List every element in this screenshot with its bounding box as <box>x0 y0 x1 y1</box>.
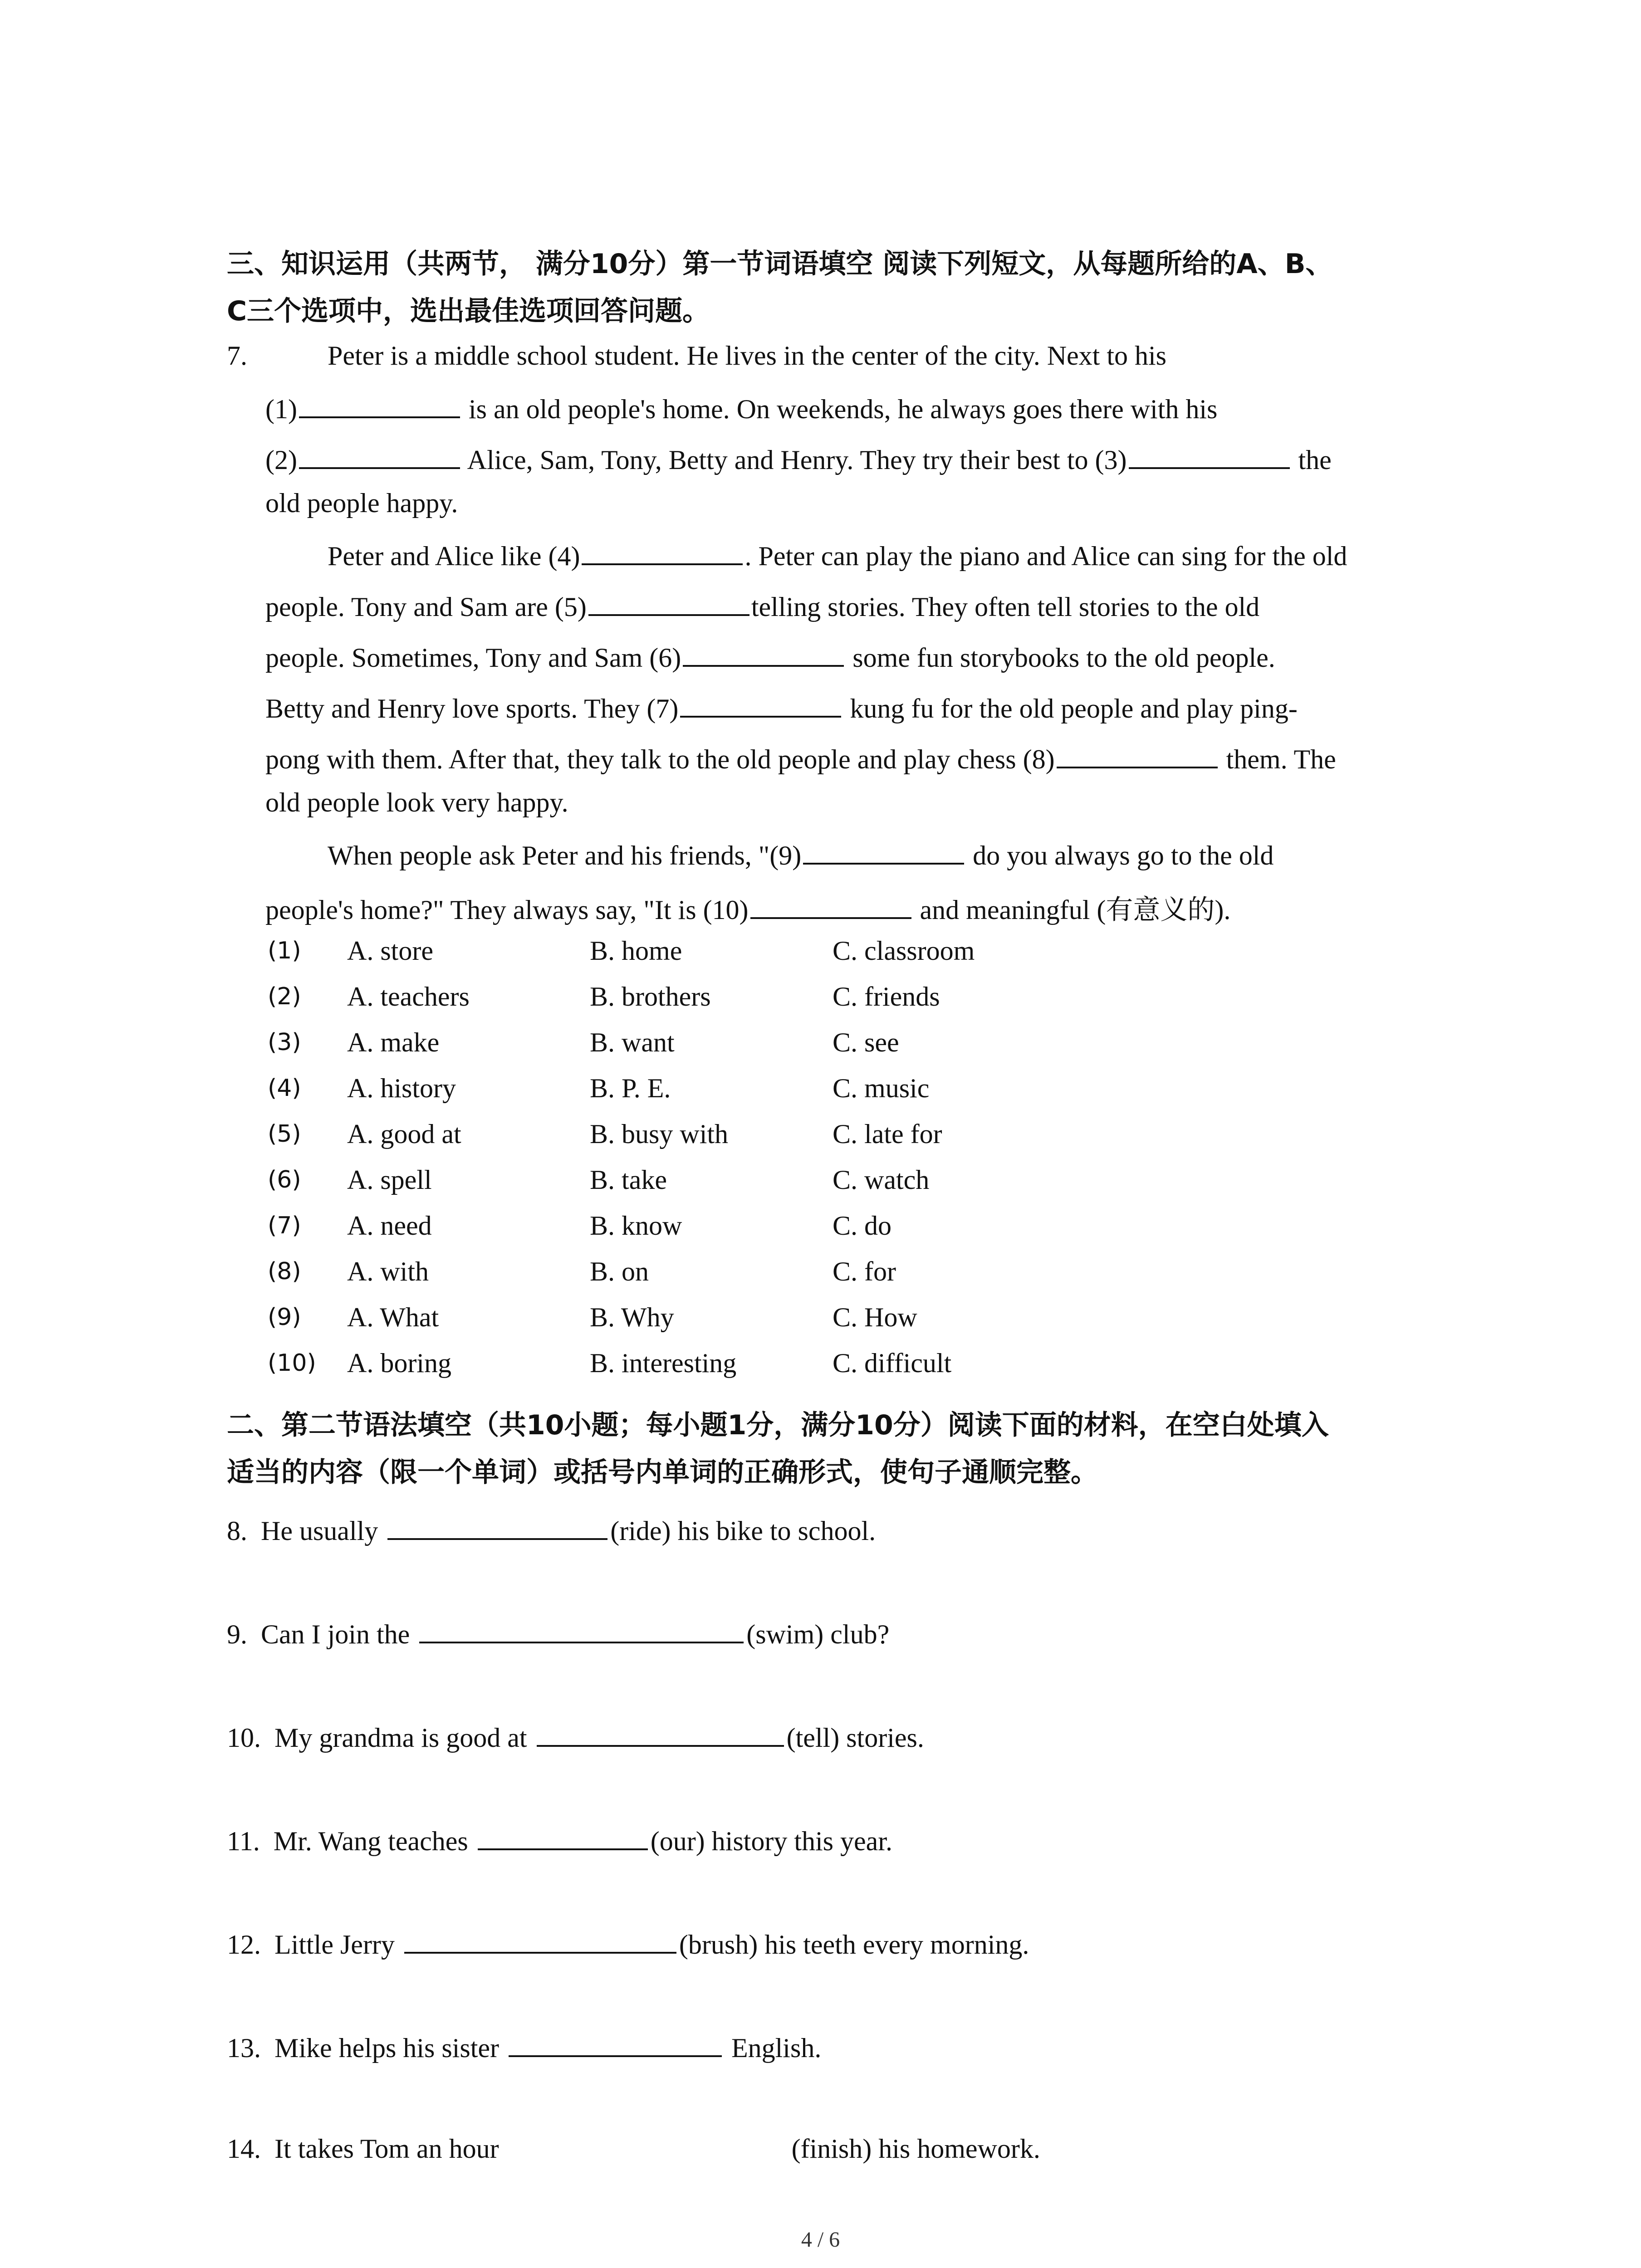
question-text-before: Can I join the <box>261 1619 410 1649</box>
section2-heading <box>227 1402 1452 1496</box>
question-text-after: (finish) his homework. <box>791 2134 1040 2164</box>
option-a[interactable]: A. good at <box>347 1119 461 1149</box>
blank-3[interactable] <box>1129 442 1290 469</box>
option-b[interactable]: B. interesting <box>590 1348 737 1378</box>
question-number: 10. <box>227 1723 261 1753</box>
grammar-question-12 <box>227 1926 1029 1960</box>
answer-blank[interactable] <box>419 1616 744 1643</box>
option-number: (10) <box>268 1349 316 1377</box>
page-number: 4 / 6 <box>801 2228 840 2252</box>
option-number: (8) <box>268 1258 301 1285</box>
option-number: (3) <box>268 1029 301 1056</box>
q7-line-3: (2) Alice, Sam, Tony, Betty and Henry. They try their best to (3) the <box>265 442 1332 476</box>
option-number: (1) <box>268 937 301 964</box>
question-number: 11. <box>227 1826 260 1856</box>
option-number: (9) <box>268 1304 301 1331</box>
question-number: 14. <box>227 2134 261 2164</box>
option-c[interactable]: C. friends <box>833 982 940 1012</box>
blank-5[interactable] <box>588 589 749 616</box>
option-a[interactable]: A. make <box>347 1027 440 1057</box>
option-b[interactable]: B. P. E. <box>590 1073 671 1103</box>
option-a[interactable]: A. with <box>347 1256 429 1286</box>
question-text-before: It takes Tom an hour <box>274 2134 499 2164</box>
blank-6[interactable] <box>683 640 844 667</box>
option-b[interactable]: B. busy with <box>590 1119 729 1149</box>
question-number: 13. <box>227 2033 261 2063</box>
option-number: (7) <box>268 1212 301 1239</box>
question-text-after: (brush) his teeth every morning. <box>679 1930 1029 1960</box>
q7-line-12: people's home?" They always say, "It is (10) and meaningful (有意义的). <box>265 888 1230 927</box>
blank-7[interactable] <box>680 690 841 718</box>
option-c[interactable]: C. difficult <box>833 1348 952 1378</box>
q7-line-11: When people ask Peter and his friends, "(9) do you always go to the old <box>328 837 1274 871</box>
option-c[interactable]: C. late for <box>833 1119 942 1149</box>
grammar-question-11 <box>227 1823 892 1857</box>
grammar-question-10 <box>227 1720 924 1754</box>
q7-line-10: old people look very happy. <box>265 787 568 817</box>
blank-4[interactable] <box>582 538 743 565</box>
question-text-before: My grandma is good at <box>274 1723 527 1753</box>
question-text-before: Mr. Wang teaches <box>273 1826 468 1856</box>
option-b[interactable]: B. Why <box>590 1302 674 1332</box>
q7-line-1: Peter is a middle school student. He lives in the center of the city. Next to his <box>328 341 1167 371</box>
option-c[interactable]: C. How <box>833 1302 917 1332</box>
question-text-after: (swim) club? <box>746 1619 890 1649</box>
option-c[interactable]: C. classroom <box>833 936 975 966</box>
blank-10[interactable] <box>750 892 911 919</box>
option-number: (2) <box>268 983 301 1010</box>
option-c[interactable]: C. music <box>833 1073 930 1103</box>
option-a[interactable]: A. boring <box>347 1348 451 1378</box>
grammar-question-9 <box>227 1616 889 1650</box>
section3-heading <box>227 240 1452 335</box>
grammar-question-8 <box>227 1513 876 1547</box>
question-number: 12. <box>227 1930 261 1960</box>
option-c[interactable]: C. see <box>833 1027 899 1057</box>
blank-1[interactable] <box>299 391 460 418</box>
blank-2[interactable] <box>299 442 460 469</box>
q7-line-6: people. Tony and Sam are (5) telling stories. They often tell stories to the old <box>265 589 1259 623</box>
question-text-before: Little Jerry <box>274 1930 395 1960</box>
q7-line-9: pong with them. After that, they talk to the old people and play chess (8) them. The <box>265 741 1336 775</box>
answer-blank[interactable] <box>478 1823 648 1850</box>
option-a[interactable]: A. What <box>347 1302 439 1332</box>
section2-heading-line2: 适当的内容（限一个单词）或括号内单词的正确形式，使句子通顺完整。 <box>227 1457 1098 1488</box>
blank-8[interactable] <box>1057 741 1218 768</box>
question-number: 9. <box>227 1619 247 1649</box>
section3-heading-line1: 三、知识运用（共两节， 满分10分）第一节词语填空 阅读下列短文，从每题所给的A、B、 <box>227 248 1333 280</box>
grammar-question-14 <box>227 2133 1040 2165</box>
answer-blank[interactable] <box>404 1926 676 1954</box>
option-a[interactable]: A. teachers <box>347 982 470 1012</box>
question-text-after: (our) history this year. <box>650 1826 892 1856</box>
option-b[interactable]: B. home <box>590 936 682 966</box>
question-text-before: He usually <box>261 1516 378 1546</box>
answer-blank[interactable] <box>387 1513 607 1540</box>
question-text-after: English. <box>731 2033 822 2063</box>
option-a[interactable]: A. store <box>347 936 433 966</box>
question-text-before: Mike helps his sister <box>274 2033 499 2063</box>
answer-blank[interactable] <box>537 1720 784 1747</box>
option-a[interactable]: A. need <box>347 1211 432 1241</box>
q7-line-8: Betty and Henry love sports. They (7) kung fu for the old people and play ping- <box>265 690 1298 724</box>
option-c[interactable]: C. do <box>833 1211 892 1241</box>
grammar-question-13 <box>227 2030 821 2064</box>
section2-heading-line1: 二、第二节语法填空（共10小题；每小题1分，满分10分）阅读下面的材料，在空白处填入 <box>227 1409 1329 1441</box>
option-c[interactable]: C. watch <box>833 1165 930 1195</box>
blank-9[interactable] <box>803 837 964 865</box>
option-c[interactable]: C. for <box>833 1256 896 1286</box>
option-number: (4) <box>268 1075 301 1102</box>
question-text-after: (tell) stories. <box>786 1723 924 1753</box>
option-b[interactable]: B. take <box>590 1165 667 1195</box>
option-b[interactable]: B. brothers <box>590 982 711 1012</box>
option-b[interactable]: B. want <box>590 1027 675 1057</box>
question-number: 8. <box>227 1516 247 1546</box>
option-a[interactable]: A. history <box>347 1073 456 1103</box>
option-a[interactable]: A. spell <box>347 1165 432 1195</box>
q7-line-7: people. Sometimes, Tony and Sam (6) some fun storybooks to the old people. <box>265 640 1275 674</box>
answer-blank[interactable] <box>509 2030 722 2057</box>
q7-line-4: old people happy. <box>265 488 458 518</box>
q7-line-5: Peter and Alice like (4) . Peter can play the piano and Alice can sing for the old <box>328 538 1347 572</box>
option-b[interactable]: B. know <box>590 1211 682 1241</box>
option-b[interactable]: B. on <box>590 1256 649 1286</box>
section3-heading-line2: C三个选项中，选出最佳选项回答问题。 <box>227 295 710 327</box>
question-text-after: (ride) his bike to school. <box>610 1516 876 1546</box>
option-number: (6) <box>268 1166 301 1193</box>
option-number: (5) <box>268 1120 301 1148</box>
question-7-number: 7. <box>227 341 247 371</box>
q7-line-2: (1) is an old people's home. On weekends, he always goes there with his <box>265 391 1217 425</box>
